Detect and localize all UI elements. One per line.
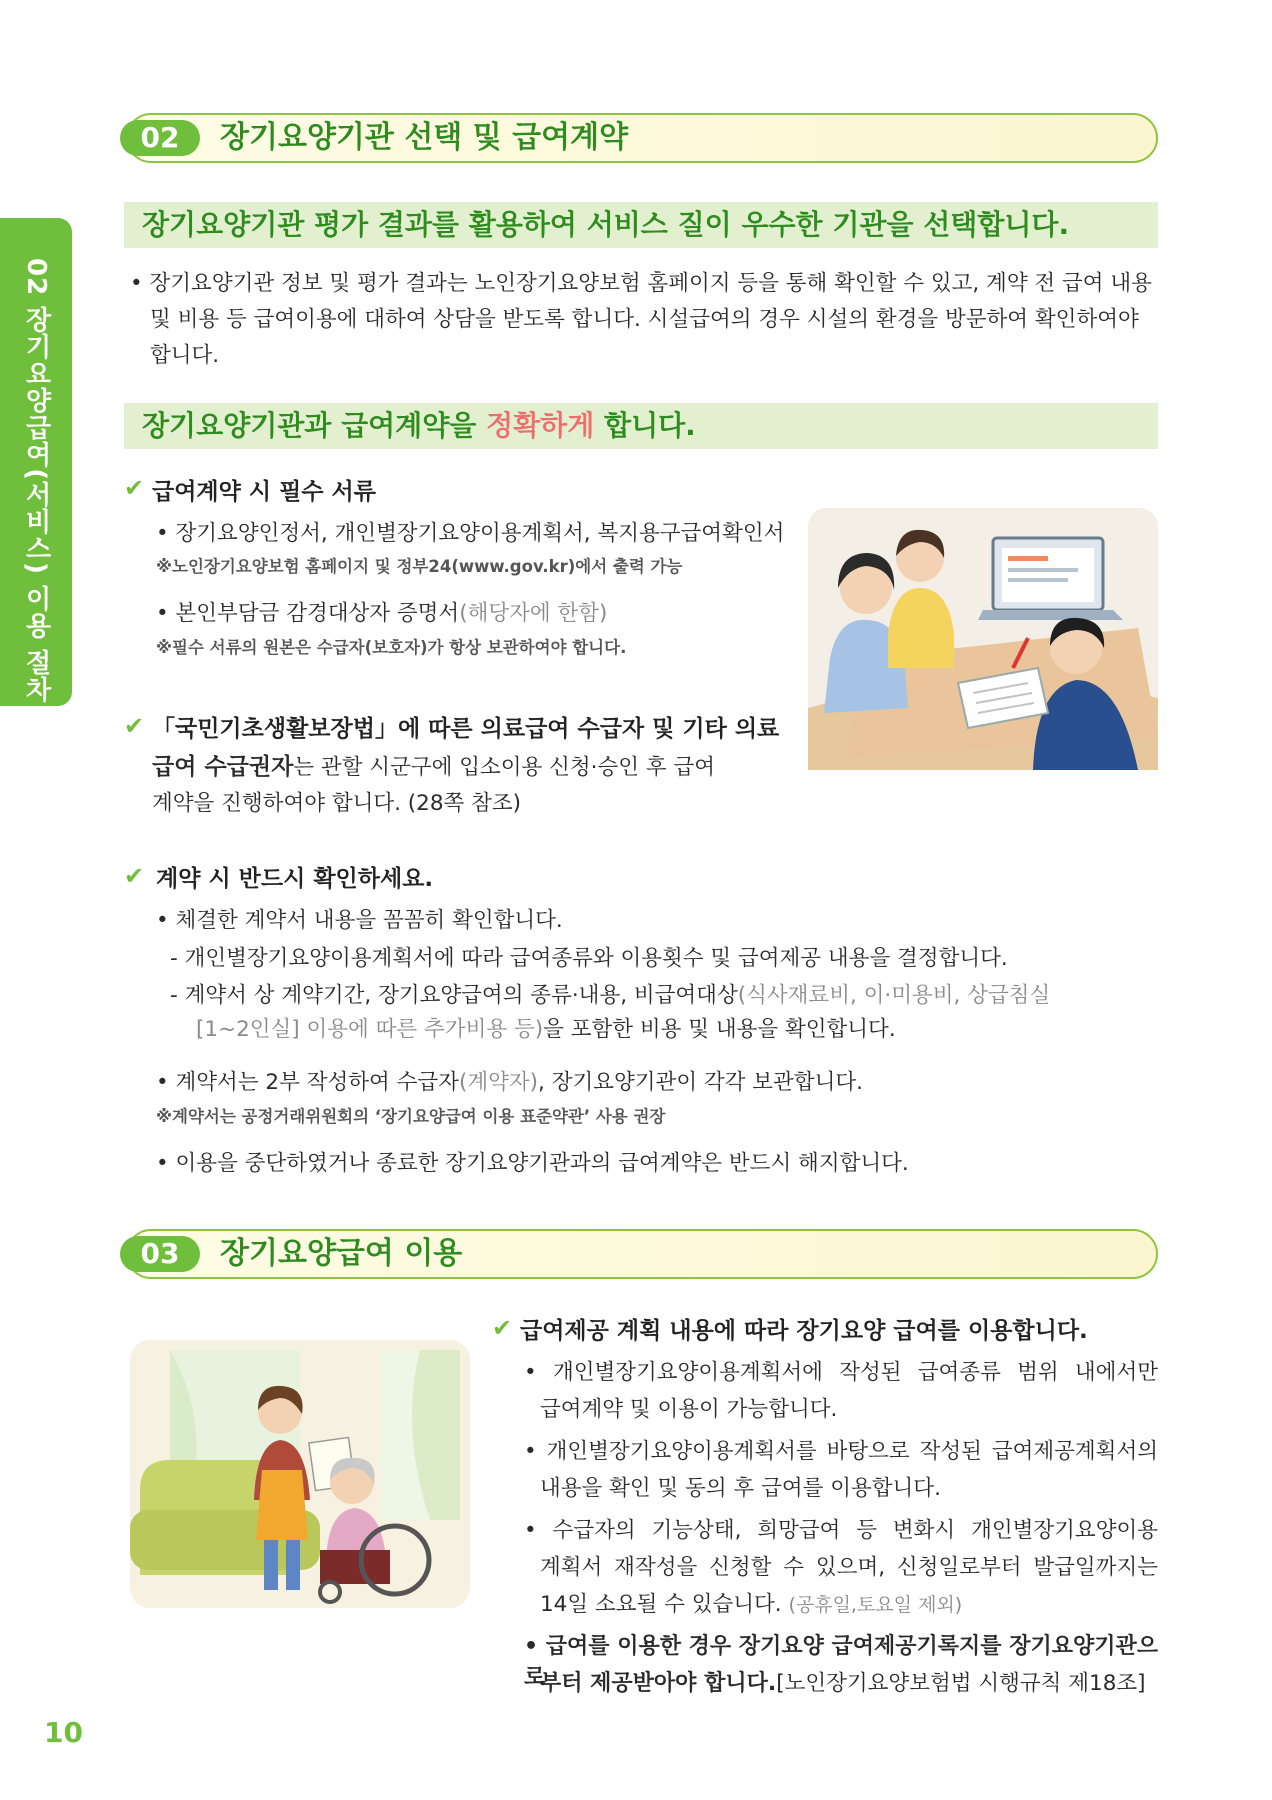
usage-b1-line-1: • 개인별장기요양이용계획서에 작성된 급여종류 범위 내에서만	[524, 1360, 1158, 1385]
subheading-band-1: 장기요양기관 평가 결과를 활용하여 서비스 질이 우수한 기관을 선택합니다.	[124, 202, 1158, 248]
usage-b2-line-1: • 개인별장기요양이용계획서를 바탕으로 작성된 급여제공계획서의	[524, 1439, 1158, 1464]
section-03-number: 03	[120, 1236, 200, 1272]
docs-bullet-1: • 장기요양인정서, 개인별장기요양이용계획서, 복지용구급여확인서	[156, 521, 785, 546]
page-number: 10	[44, 1716, 83, 1749]
consultation-illustration	[808, 508, 1158, 770]
section-02-number: 02	[120, 120, 200, 156]
side-chapter-label: 02 장기요양급여(서비스) 이용 절차	[21, 258, 51, 704]
confirm-dash-2-cont: [1~2인실] 이용에 따른 추가비용 등)을 포함한 비용 및 내용을 확인합니다.	[196, 1017, 896, 1042]
usage-b3-line-1: • 수급자의 기능상태, 희망급여 등 변화시 개인별장기요양이용	[524, 1518, 1158, 1543]
band1-line-2: 및 비용 등 급여이용에 대하여 상담을 받도록 합니다. 시설급여의 경우 시설의 환경을 방문하여 확인하여야	[150, 307, 1139, 332]
subheading-band-2: 장기요양기관과 급여계약을 정확하게 합니다.	[124, 403, 1158, 449]
side-chapter-tab	[0, 218, 72, 706]
docs-bullet-2: • 본인부담금 감경대상자 증명서(해당자에 한함)	[156, 601, 608, 626]
confirm-bullet-1: • 체결한 계약서 내용을 꼼꼼히 확인합니다.	[156, 908, 563, 933]
confirm-dash-2: - 계약서 상 계약기간, 장기요양급여의 종류·내용, 비급여대상(식사재료비, 이·미용비, 상급침실	[170, 983, 1051, 1008]
check-icon: ✔	[492, 1314, 513, 1342]
section-03-header	[120, 1226, 1158, 1282]
medical-line-3: 계약을 진행하여야 합니다. (28쪽 참조)	[152, 791, 522, 816]
medical-line-1: 「국민기초생활보장법」에 따른 의료급여 수급자 및 기타 의료	[152, 716, 780, 742]
highlight-text: 정확하게	[486, 409, 595, 442]
usage-b3-line-3: 14일 소요될 수 있습니다. (공휴일,토요일 제외)	[540, 1592, 963, 1617]
confirm-bullet-2: • 계약서는 2부 작성하여 수급자(계약자), 장기요양기관이 각각 보관합니다.	[156, 1070, 863, 1095]
confirm-dash-1: - 개인별장기요양이용계획서에 따라 급여종류와 이용횟수 및 급여제공 내용을 결정합니다.	[170, 946, 1008, 971]
usage-b2-line-2: 내용을 확인 및 동의 후 급여를 이용합니다.	[540, 1476, 941, 1501]
docs-note-1: ※노인장기요양보험 홈페이지 및 정부24(www.gov.kr)에서 출력 가능	[156, 557, 683, 576]
band1-line-1: • 장기요양기관 정보 및 평가 결과는 노인장기요양보험 홈페이지 등을 통해 확인할 수 있고, 계약 전 급여 내용	[130, 271, 1152, 296]
confirm-bullet-3: • 이용을 중단하였거나 종료한 장기요양기관과의 급여계약은 반드시 해지합니다.	[156, 1151, 909, 1176]
usage-b4-line-1: • 급여를 이용한 경우 장기요양 급여제공기록지를 장기요양기관으로	[524, 1634, 1158, 1690]
docs-note-2: ※필수 서류의 원본은 수급자(보호자)가 항상 보관하여야 합니다.	[156, 638, 627, 657]
section-03-title: 장기요양급여 이용	[220, 1236, 463, 1271]
section-02-title: 장기요양기관 선택 및 급여계약	[220, 120, 629, 155]
usage-b3-line-2: 계획서 재작성을 신청할 수 있으며, 신청일로부터 발급일까지는	[540, 1555, 1158, 1580]
confirm-heading: 계약 시 반드시 확인하세요.	[156, 866, 434, 892]
usage-b1-line-2: 급여계약 및 이용이 가능합니다.	[540, 1397, 838, 1422]
confirm-note: ※계약서는 공정거래위원회의 ‘장기요양급여 이용 표준약관’ 사용 권장	[156, 1107, 666, 1126]
check-icon: ✔	[124, 474, 145, 502]
caregiver-illustration	[130, 1340, 470, 1608]
usage-heading: 급여제공 계획 내용에 따라 장기요양 급여를 이용합니다.	[520, 1318, 1088, 1344]
check-icon: ✔	[124, 862, 145, 890]
section-02-header	[120, 110, 1158, 166]
usage-b4-line-2: 부터 제공받아야 합니다.[노인장기요양보험법 시행규칙 제18조]	[540, 1671, 1146, 1696]
docs-heading: 급여계약 시 필수 서류	[152, 479, 376, 505]
check-icon: ✔	[124, 712, 145, 740]
band1-line-3: 합니다.	[150, 343, 220, 368]
medical-line-2: 급여 수급권자는 관할 시군구에 입소이용 신청·승인 후 급여	[152, 754, 716, 780]
